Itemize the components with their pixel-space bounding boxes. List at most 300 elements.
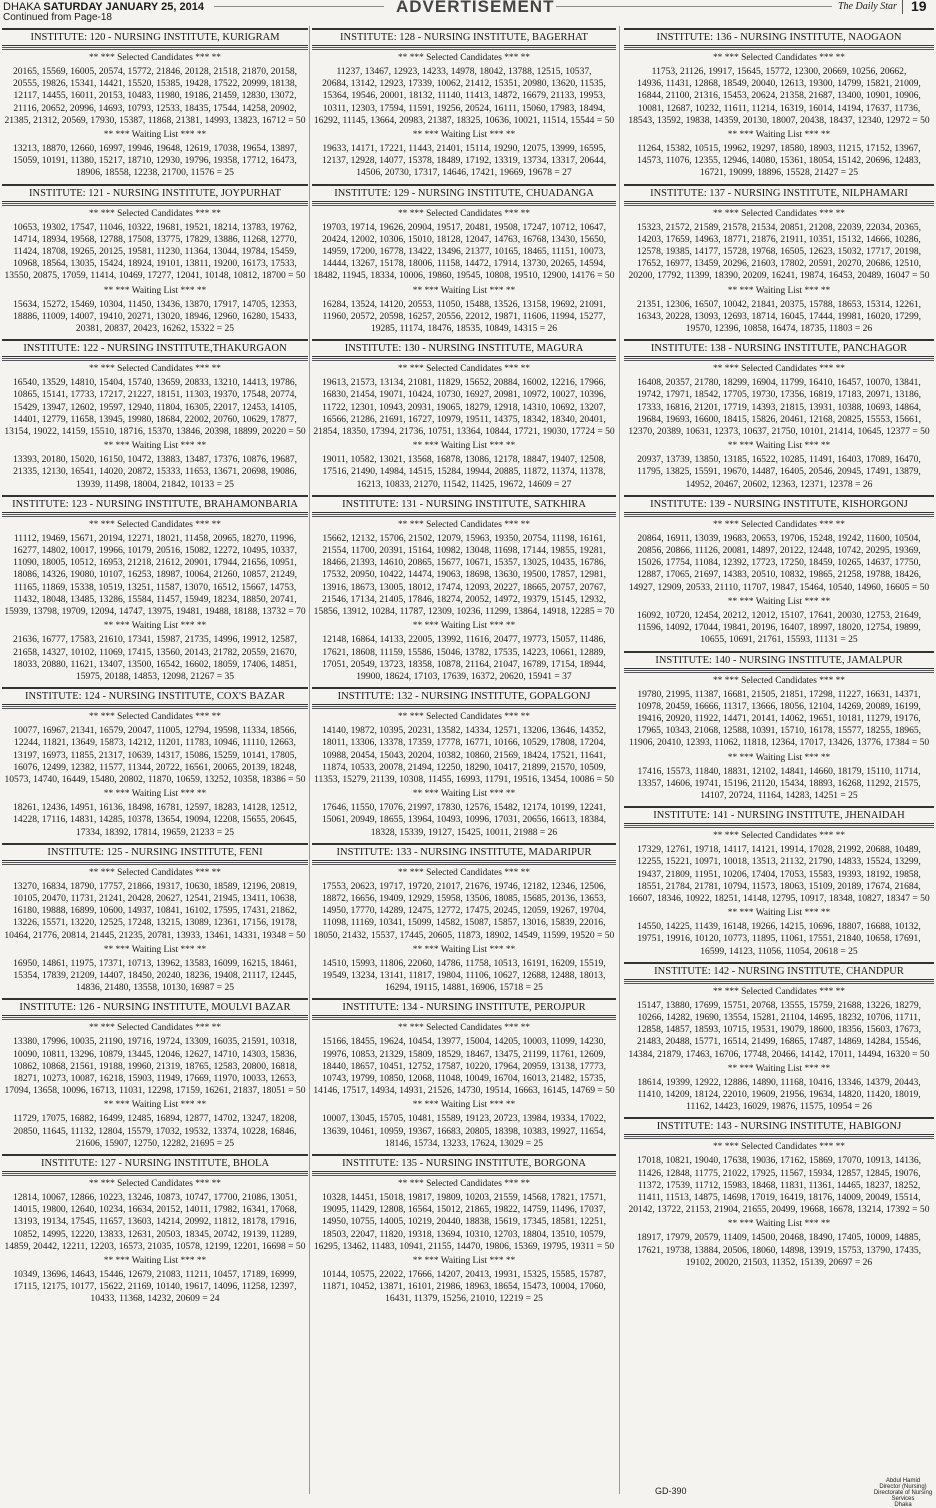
roll-number-line: 10328, 14451, 15018, 19817, 19809, 10203, 21559, 14568, 17821, 17571, <box>321 1191 607 1203</box>
selected-candidates-label: ** *** Selected Candidates *** ** <box>88 208 221 219</box>
roll-number-line: 10865, 15141, 17733, 17217, 21227, 18151, 11303, 19370, 17548, 20774, <box>13 389 297 401</box>
roll-number-line: 18011, 13306, 13378, 17359, 17778, 16771, 10166, 10529, 17808, 17204, <box>322 737 606 749</box>
roll-number-line: 15856, 13912, 10284, 11787, 12309, 10236, 11299, 13864, 14918, 12285 = 70 <box>313 606 615 618</box>
roll-number-line: 13939, 11498, 18004, 21842, 10133 = 25 <box>76 478 234 490</box>
roll-number-line: 21483, 20488, 15771, 16514, 21499, 16865, 17487, 14869, 14284, 15546, <box>636 1036 922 1048</box>
institute-title: INSTITUTE: 125 - NURSING INSTITUTE, FENI <box>2 843 308 861</box>
waiting-list-label: ** *** Waiting List *** ** <box>103 1256 207 1266</box>
date: SATURDAY JANUARY 25, 2014 <box>43 1 204 13</box>
roll-number-line: 11098, 11169, 10341, 15099, 14582, 15087, 15857, 13016, 15839, 22016, <box>322 917 606 929</box>
roll-number-line: 17051, 20549, 13723, 18358, 10878, 21164, 21047, 16789, 17154, 18944, <box>322 658 606 670</box>
roll-number-line: 14927, 12909, 20533, 21110, 11707, 19847, 15464, 10540, 14960, 16605 = 50 <box>628 581 930 593</box>
institute-block <box>312 1154 616 1306</box>
roll-number-line: 20165, 15569, 16005, 20574, 15772, 21846, 20128, 21518, 21870, 20158, <box>12 66 298 77</box>
selected-candidates-list <box>312 66 616 127</box>
roll-number-line: 20555, 19826, 15341, 14421, 15520, 15385, 19428, 17522, 20999, 18138, <box>12 78 298 90</box>
roll-number-line: 13197, 16973, 11855, 21317, 10639, 14317, 15086, 15259, 10141, 17805, <box>13 749 297 761</box>
roll-number-line: 10349, 13696, 14643, 15446, 12679, 21083, 11211, 10457, 17189, 16999, <box>13 1269 297 1280</box>
city: DHAKA <box>3 1 41 13</box>
roll-number-line: 19780, 21995, 11387, 16681, 21505, 21851, 17298, 11227, 16631, 14371, <box>637 688 921 700</box>
roll-number-line: 18917, 17979, 20579, 11409, 14500, 20468, 18490, 17405, 10009, 14885, <box>637 1232 921 1244</box>
selected-candidates-list <box>2 222 308 283</box>
roll-number-line: 10433, 11368, 14232, 20609 = 24 <box>90 1293 220 1305</box>
institute-block <box>312 184 616 336</box>
roll-number-line: 13393, 20180, 15020, 16150, 10472, 13883, 13487, 17376, 10876, 19687, <box>12 454 298 466</box>
institute-block <box>624 339 934 491</box>
roll-number-line: 12137, 12928, 14077, 15378, 18489, 17192, 13319, 13734, 13317, 20644, <box>321 155 607 167</box>
roll-number-line: 18146, 15734, 13233, 17624, 13029 = 25 <box>384 1137 544 1149</box>
waiting-list-label: ** *** Waiting List *** ** <box>103 441 207 452</box>
section-rule <box>312 706 616 709</box>
waiting-list <box>624 454 934 491</box>
waiting-list <box>2 143 308 180</box>
roll-number-line: 16076, 12499, 12382, 11577, 11344, 20722, 16561, 20065, 20139, 18248, <box>13 761 297 773</box>
roll-number-line: 17334, 18392, 17814, 19659, 21233 = 25 <box>75 826 235 838</box>
institute-block <box>312 495 616 683</box>
section-rule <box>2 514 308 517</box>
roll-number-line: 17333, 16816, 21201, 17719, 14393, 21815, 13931, 10388, 10693, 14864, <box>636 401 922 413</box>
signature-city: Dhaka <box>894 1502 912 1508</box>
roll-number-line: 16844, 21100, 21316, 15453, 20624, 21358, 21687, 13400, 10901, 10906, <box>637 90 921 102</box>
institute-title: INSTITUTE: 126 - NURSING INSTITUTE, MOULVI BAZAR <box>2 998 308 1016</box>
roll-number-line: 19684, 19693, 16600, 18415, 15826, 20461, 12168, 20825, 15553, 15661, <box>636 413 922 425</box>
roll-number-line: 17018, 10821, 19040, 17638, 19036, 17162, 15869, 17070, 10913, 14136, <box>636 1155 922 1167</box>
institute-block <box>2 339 308 491</box>
page-header <box>0 0 936 16</box>
selected-candidates-label: ** *** Selected Candidates *** ** <box>88 519 221 530</box>
selected-candidates-list <box>624 377 934 438</box>
roll-number-line: 16284, 13524, 14120, 20553, 11050, 15488, 13526, 13158, 19692, 21091, <box>322 298 606 310</box>
header-rule-right <box>556 6 832 7</box>
section-rule <box>2 47 308 50</box>
selected-candidates-list <box>624 844 934 905</box>
roll-number-line: 19549, 13234, 13141, 11817, 19804, 11106, 10627, 12688, 12488, 18013, <box>322 969 606 981</box>
roll-number-line: 14950, 17770, 14289, 12475, 12772, 17475, 20245, 12059, 19267, 19704, <box>321 905 607 917</box>
roll-number-line: 11906, 20410, 12393, 11062, 11818, 12364, 17017, 13426, 13776, 17384 = 50 <box>628 737 930 749</box>
institute-title: INSTITUTE: 141 - NURSING INSTITUTE, JHENAIDAH <box>624 806 934 824</box>
roll-number-line: 21116, 20652, 20996, 14693, 10793, 12533, 18435, 17544, 14258, 20902, <box>13 102 297 114</box>
section-rule <box>2 203 308 206</box>
roll-number-line: 10007, 13045, 15705, 10481, 15589, 19123, 20723, 13984, 19334, 17022, <box>321 1113 607 1125</box>
selected-candidates-label: ** *** Selected Candidates *** ** <box>712 53 845 63</box>
section-rule <box>624 47 934 50</box>
roll-number-line: 15323, 21572, 21589, 21578, 21534, 20851, 21208, 22039, 22034, 20365, <box>636 221 922 233</box>
roll-number-line: 10144, 10575, 22022, 17666, 14207, 20413, 19931, 15325, 15585, 15787, <box>321 1269 607 1280</box>
roll-number-line: 13226, 15571, 13220, 12525, 17248, 13215, 13089, 12361, 17156, 19178, <box>12 917 298 929</box>
roll-number-line: 19751, 19916, 10120, 10773, 11895, 11061, 17551, 21840, 10658, 17691, <box>637 933 921 945</box>
roll-number-line: 14444, 13267, 15178, 18006, 11158, 14472, 17914, 13730, 20265, 14594, <box>322 258 606 270</box>
roll-number-line: 14228, 17116, 14831, 14285, 10378, 13654, 19094, 12208, 15655, 20645, <box>13 814 297 826</box>
selected-candidates-list <box>2 533 308 618</box>
roll-number-line: 12370, 20389, 10631, 12373, 10637, 21750, 10101, 21414, 10645, 12377 = 50 <box>628 426 930 438</box>
selected-candidates-label: ** *** Selected Candidates *** ** <box>88 1023 221 1034</box>
roll-number-line: 21546, 17134, 21405, 17846, 18274, 20052, 14972, 19379, 15145, 12932, <box>321 593 607 605</box>
selected-candidates-list <box>624 222 934 283</box>
roll-number-line: 10081, 12687, 10232, 11611, 11214, 16319, 16014, 14194, 17637, 11736, <box>637 102 921 114</box>
section-rule <box>624 514 934 517</box>
selected-candidates-list <box>624 1155 934 1216</box>
roll-number-line: 17416, 15573, 11840, 18831, 12102, 14841, 14660, 18179, 15110, 11714, <box>637 765 921 777</box>
waiting-list <box>312 1113 616 1150</box>
column-2 <box>312 24 616 1500</box>
roll-number-line: 18886, 11009, 14007, 19410, 20271, 13020, 18946, 12960, 16280, 15433, <box>13 310 297 322</box>
roll-number-line: 10988, 20454, 15043, 20204, 10382, 10860, 21569, 18424, 17521, 11641, <box>322 749 606 761</box>
selected-candidates-label: ** *** Selected Candidates *** ** <box>712 364 845 375</box>
roll-number-line: 15364, 19546, 20001, 18132, 11140, 11413, 14872, 16679, 21133, 19953, <box>322 90 606 102</box>
institute-title: INSTITUTE: 123 - NURSING INSTITUTE, BRAHAMONBARIA <box>2 495 308 513</box>
section-rule <box>312 203 616 206</box>
roll-number-line: 12858, 14857, 18593, 10715, 19531, 19079, 18600, 18356, 15603, 17673, <box>636 1024 922 1036</box>
waiting-list <box>2 1269 308 1306</box>
roll-number-line: 14952, 20467, 20602, 12363, 12371, 12378 = 26 <box>685 478 873 490</box>
roll-number-line: 14015, 19800, 12640, 10234, 16634, 20152, 14011, 17982, 16341, 17068, <box>13 1204 297 1216</box>
signature-office: Directorate of Nursing Services <box>873 1490 933 1502</box>
section-title: ADVERTISEMENT <box>396 0 555 16</box>
roll-number-line: 20381, 20837, 20423, 16262, 15322 = 25 <box>75 323 235 335</box>
waiting-list <box>312 958 616 995</box>
waiting-list-label: ** *** Waiting List *** ** <box>412 1100 516 1111</box>
institute-block <box>312 998 616 1150</box>
institute-title: INSTITUTE: 135 - NURSING INSTITUTE, BORGONA <box>312 1154 616 1172</box>
roll-number-line: 12814, 10067, 12866, 10223, 13246, 10873, 10747, 17700, 21086, 13051, <box>12 1191 298 1203</box>
institute-block <box>2 184 308 336</box>
roll-number-line: 14140, 19872, 10395, 20231, 13582, 14334, 12571, 13206, 13646, 14352, <box>321 725 607 737</box>
roll-number-line: 17532, 20950, 10422, 14474, 19063, 18698, 13630, 19500, 17857, 12981, <box>321 569 607 581</box>
roll-number-line: 17553, 20623, 19717, 19720, 21017, 21676, 19746, 12182, 12346, 12506, <box>321 880 607 892</box>
roll-number-line: 15975, 20188, 14853, 12098, 21267 = 35 <box>75 670 235 682</box>
roll-number-line: 17965, 10343, 21068, 12588, 10391, 15710, 16178, 15577, 18255, 18965, <box>636 725 922 737</box>
institute-block <box>2 998 308 1150</box>
roll-number-line: 12255, 15221, 10971, 10018, 13513, 21132, 21790, 14833, 15524, 13299, <box>637 856 921 868</box>
selected-candidates-label: ** *** Selected Candidates *** ** <box>397 208 530 219</box>
selected-candidates-list <box>312 881 616 942</box>
roll-number-line: 10862, 10868, 21561, 19188, 19960, 21319, 18765, 12583, 20800, 16818, <box>12 1060 298 1072</box>
roll-number-line: 11753, 21126, 19917, 15645, 15772, 12300, 20669, 10256, 20662, <box>651 66 907 77</box>
roll-number-line: 19416, 20920, 11922, 14471, 20141, 14062, 19651, 10181, 11279, 19176, <box>637 712 921 724</box>
institute-title: INSTITUTE: 132 - NURSING INSTITUTE, GOPALGONJ <box>312 687 616 705</box>
roll-number-line: 16213, 10833, 21270, 11542, 11425, 19672, 14609 = 27 <box>356 478 572 490</box>
roll-number-line: 20937, 13739, 13850, 13185, 16522, 10285, 11491, 16403, 17089, 16470, <box>637 454 921 466</box>
roll-number-line: 14714, 18934, 19568, 12788, 17508, 13775, 17829, 13886, 11268, 12770, <box>13 233 297 245</box>
roll-number-line: 11871, 10452, 13871, 16101, 21986, 18963, 18654, 15473, 10004, 17060, <box>322 1281 606 1293</box>
institute-title: INSTITUTE: 120 - NURSING INSTITUTE, KURIGRAM <box>2 28 308 46</box>
roll-number-line: 19095, 11429, 12808, 16564, 15012, 21865, 19822, 14759, 11496, 17037, <box>322 1204 606 1216</box>
institute-title: INSTITUTE: 133 - NURSING INSTITUTE, MADARIPUR <box>312 843 616 861</box>
waiting-list-label: ** *** Waiting List *** ** <box>412 441 516 452</box>
selected-candidates-label: ** *** Selected Candidates *** ** <box>397 712 530 723</box>
institute-title: INSTITUTE: 124 - NURSING INSTITUTE, COX'S BAZAR <box>2 687 308 705</box>
roll-number-line: 11424, 18708, 19265, 20125, 19581, 11230, 11364, 13044, 19784, 15459, <box>13 246 297 258</box>
institute-block <box>2 1154 308 1306</box>
roll-number-line: 17094, 13658, 10096, 16713, 11031, 12298, 17159, 16261, 21837, 18051 = 50 <box>4 1085 306 1097</box>
waiting-list-label: ** *** Waiting List *** ** <box>727 752 831 763</box>
institute-block <box>624 651 934 803</box>
roll-number-line: 13213, 18870, 12660, 16997, 19946, 19648, 12619, 17038, 19654, 13897, <box>12 143 298 155</box>
roll-number-line: 18033, 20880, 11621, 13407, 13500, 16542, 16602, 18059, 17406, 14851, <box>13 658 297 670</box>
institute-block <box>2 843 308 995</box>
roll-number-line: 17621, 19738, 13884, 20506, 18060, 14898, 13919, 15753, 13790, 17435, <box>636 1244 922 1256</box>
waiting-list-label: ** *** Waiting List *** ** <box>103 944 207 955</box>
waiting-list-label: ** *** Waiting List *** ** <box>412 285 516 296</box>
roll-number-line: 10464, 21776, 20814, 21445, 21235, 20781, 13933, 13461, 14331, 19348 = 50 <box>4 929 306 941</box>
institute-title: INSTITUTE: 140 - NURSING INSTITUTE, JAMALPUR <box>624 651 934 669</box>
waiting-list-label: ** *** Waiting List *** ** <box>412 789 516 800</box>
waiting-list-label: ** *** Waiting List *** ** <box>727 441 831 452</box>
roll-number-line: 21554, 11700, 20391, 15164, 10982, 13048, 11698, 17144, 19855, 19281, <box>322 545 606 557</box>
waiting-list <box>312 802 616 839</box>
section-rule <box>624 1136 934 1139</box>
institute-block <box>2 687 308 839</box>
roll-number-line: 11353, 15279, 21139, 10308, 11455, 16993, 11791, 19516, 13454, 10086 = 50 <box>314 773 614 785</box>
roll-number-line: 15429, 13947, 12602, 19597, 12940, 11804, 16305, 22017, 12453, 14105, <box>13 401 297 413</box>
roll-number-line: 16292, 11145, 13664, 20983, 21387, 18325, 10636, 10021, 11514, 15544 = 50 <box>313 114 615 126</box>
institute-title: INSTITUTE: 130 - NURSING INSTITUTE, MAGURA <box>312 339 616 357</box>
institute-title: INSTITUTE: 131 - NURSING INSTITUTE, SATKHIRA <box>312 495 616 513</box>
selected-candidates-list <box>312 1036 616 1097</box>
section-rule <box>2 358 308 361</box>
roll-number-line: 15059, 10191, 11380, 15217, 18710, 12930, 19796, 19358, 17712, 16473, <box>13 155 297 167</box>
selected-candidates-label: ** *** Selected Candidates *** ** <box>397 519 530 530</box>
roll-number-line: 12148, 16864, 14133, 22005, 13992, 11616, 20477, 19773, 15057, 11486, <box>322 634 606 646</box>
signature-name: Abdul Hamid <box>885 1478 921 1484</box>
waiting-list-label: ** *** Waiting List *** ** <box>412 1256 516 1266</box>
roll-number-line: 11264, 15382, 10515, 19962, 19297, 18580, 18903, 11215, 17152, 13967, <box>637 143 921 155</box>
waiting-list <box>2 958 308 995</box>
waiting-list-label: ** *** Waiting List *** ** <box>103 621 207 632</box>
roll-number-line: 13193, 19134, 17545, 11657, 13603, 14214, 20992, 11812, 18178, 17916, <box>13 1216 297 1228</box>
waiting-list <box>624 921 934 958</box>
selected-candidates-list <box>2 66 308 127</box>
waiting-list-label: ** *** Waiting List *** ** <box>412 944 516 955</box>
roll-number-line: 13550, 20875, 17059, 11414, 10469, 17277, 12041, 10148, 10812, 18700 = 50 <box>4 270 306 282</box>
roll-number-line: 18466, 21393, 14610, 20865, 15677, 10671, 15357, 13025, 10435, 16786, <box>321 557 607 569</box>
institute-block <box>312 28 616 180</box>
waiting-list-label: ** *** Waiting List *** ** <box>103 130 207 141</box>
roll-number-line: 20850, 11645, 11132, 12804, 15579, 17032, 19532, 13374, 10228, 16846, <box>13 1125 297 1137</box>
institute-title: INSTITUTE: 137 - NURSING INSTITUTE, NILPHAMARI <box>624 184 934 202</box>
roll-number-line: 18050, 21432, 15537, 17445, 20605, 11873, 18902, 14549, 11599, 19520 = 50 <box>313 929 615 941</box>
roll-number-line: 10573, 14740, 16449, 15480, 20802, 11870, 10659, 13252, 10358, 18386 = 50 <box>4 773 306 785</box>
page-number: 19 <box>911 0 927 14</box>
institute-block <box>312 339 616 491</box>
roll-number-line: 17115, 12175, 10177, 15622, 21169, 10140, 19617, 14096, 11258, 12397, <box>13 1281 297 1293</box>
masthead: The Daily Star <box>838 1 897 12</box>
roll-number-line: 14959, 17200, 16778, 13422, 13496, 21377, 10165, 18465, 11151, 10073, <box>322 246 606 258</box>
selected-candidates-label: ** *** Selected Candidates *** ** <box>712 208 845 219</box>
roll-number-line: 16092, 10720, 12454, 20212, 12012, 15107, 17641, 20030, 12753, 21649, <box>636 609 922 621</box>
roll-number-line: 19976, 10853, 21329, 15809, 18529, 18467, 13475, 21199, 11761, 12609, <box>322 1048 606 1060</box>
roll-number-line: 14401, 12779, 11658, 13945, 19980, 18684, 22002, 20760, 10629, 17877, <box>13 413 297 425</box>
roll-number-line: 11162, 14423, 16029, 19876, 11575, 10954 = 26 <box>686 1101 872 1113</box>
institute-block <box>2 28 308 180</box>
roll-number-line: 17646, 11550, 17076, 21997, 17830, 12576, 15482, 12174, 10199, 12241, <box>322 802 606 814</box>
roll-number-line: 10266, 14282, 19690, 13554, 15281, 21104, 14695, 18232, 10706, 11711, <box>637 1011 921 1023</box>
roll-number-line: 14510, 15993, 11806, 22060, 14786, 11758, 10513, 16191, 16209, 15519, <box>322 957 606 969</box>
roll-number-line: 18328, 15339, 19127, 15425, 10011, 21988 = 26 <box>370 826 558 838</box>
roll-number-line: 15026, 17754, 11084, 12392, 17723, 17250, 18459, 10265, 14637, 17750, <box>637 557 921 569</box>
roll-number-line: 16599, 14123, 11056, 11054, 20618 = 25 <box>700 945 858 957</box>
waiting-list-label: ** *** Waiting List *** ** <box>727 908 831 919</box>
roll-number-line: 14146, 17517, 14934, 14931, 21526, 14730, 19514, 16663, 16145, 14769 = 50 <box>313 1085 615 1097</box>
selected-candidates-list <box>624 533 934 594</box>
institute-block <box>624 28 934 180</box>
ad-code: GD-390 <box>655 1486 687 1496</box>
roll-number-line: 11432, 18048, 13485, 13286, 15584, 11457, 15949, 18234, 18850, 20741, <box>13 593 297 605</box>
selected-candidates-label: ** *** Selected Candidates *** ** <box>88 712 221 723</box>
roll-number-line: 14107, 20724, 11164, 14283, 14251 = 25 <box>700 789 858 801</box>
roll-number-line: 16830, 21454, 19071, 10424, 10730, 16927, 20981, 10972, 10027, 10396, <box>321 389 607 401</box>
roll-number-line: 16277, 14802, 10017, 19966, 10179, 20516, 15082, 12272, 10495, 10337, <box>12 545 298 557</box>
roll-number-line: 11112, 19469, 15671, 20194, 12271, 18021, 11458, 20965, 18270, 11996, <box>13 532 297 544</box>
roll-number-line: 20856, 20866, 11126, 20081, 14897, 20122, 12448, 10742, 20295, 19369, <box>637 545 921 557</box>
roll-number-line: 16180, 19888, 16899, 10600, 14937, 10841, 16102, 17595, 17431, 21862, <box>12 905 298 917</box>
waiting-list-label: ** *** Waiting List *** ** <box>727 285 831 296</box>
roll-number-line: 13916, 18673, 13005, 18012, 17474, 12093, 20227, 18665, 20757, 20767, <box>321 581 607 593</box>
roll-number-line: 13380, 17996, 10035, 21190, 19716, 19724, 13309, 16035, 21591, 10318, <box>13 1036 297 1048</box>
header-rule-left <box>214 6 384 7</box>
roll-number-line: 10743, 19799, 10850, 12068, 11048, 10049, 16704, 16013, 21482, 15735, <box>322 1072 606 1084</box>
column-3 <box>624 24 934 1500</box>
roll-number-line: 20684, 13142, 12923, 17339, 10062, 21412, 15351, 20980, 13620, 11535, <box>322 78 606 90</box>
roll-number-line: 12244, 11821, 13649, 15873, 14212, 11201, 11783, 10946, 11110, 12663, <box>14 737 296 749</box>
roll-number-line: 11372, 17539, 11712, 15983, 18468, 11831, 11361, 14465, 18237, 18252, <box>637 1179 921 1191</box>
roll-number-line: 14506, 20730, 17317, 14646, 17421, 19669, 19678 = 27 <box>356 167 572 179</box>
waiting-list <box>624 610 934 647</box>
waiting-list-label: ** *** Waiting List *** ** <box>103 789 207 800</box>
section-rule <box>312 1173 616 1176</box>
roll-number-line: 19011, 10582, 13021, 13568, 16878, 13086, 12178, 18847, 19407, 12508, <box>322 454 606 466</box>
institute-title: INSTITUTE: 142 - NURSING INSTITUTE, CHANDPUR <box>624 962 934 980</box>
roll-number-line: 10653, 19302, 17547, 11046, 10322, 19681, 19521, 18214, 13783, 19762, <box>13 221 297 233</box>
selected-candidates-label: ** *** Selected Candidates *** ** <box>712 675 845 686</box>
roll-number-line: 11410, 14209, 18124, 22010, 19609, 21956, 19634, 14820, 11420, 18019, <box>637 1088 921 1100</box>
selected-candidates-list <box>624 66 934 127</box>
roll-number-line: 21335, 12130, 16541, 14020, 20872, 15333, 11653, 13671, 20698, 19086, <box>13 466 297 478</box>
selected-candidates-label: ** *** Selected Candidates *** ** <box>712 831 845 842</box>
roll-number-line: 19613, 21573, 13134, 21081, 11829, 15652, 20884, 16002, 12216, 17966, <box>322 377 606 389</box>
roll-number-line: 15634, 15272, 15469, 10304, 11450, 13436, 13870, 17917, 14705, 12353, <box>13 298 297 310</box>
selected-candidates-list <box>312 725 616 786</box>
selected-candidates-list <box>312 377 616 438</box>
institute-title: INSTITUTE: 134 - NURSING INSTITUTE, PEROJPUR <box>312 998 616 1016</box>
institute-title: INSTITUTE: 122 - NURSING INSTITUTE,THAKURGAON <box>2 339 308 357</box>
roll-number-line: 11960, 20572, 20598, 16257, 20556, 22012, 19871, 11606, 11994, 15277, <box>322 310 606 322</box>
roll-number-line: 10978, 20459, 16666, 11317, 13666, 18056, 12104, 14269, 20089, 16199, <box>637 700 921 712</box>
selected-candidates-label: ** *** Selected Candidates *** ** <box>397 1023 530 1034</box>
roll-number-line: 21385, 21312, 20569, 17930, 15387, 11868, 21381, 14993, 13823, 16712 = 50 <box>4 114 306 126</box>
roll-number-line: 11090, 18005, 10512, 16953, 21218, 21612, 20901, 17944, 21656, 10951, <box>13 557 297 569</box>
institute-block <box>624 962 934 1114</box>
roll-number-line: 16431, 11379, 15256, 21010, 12219 = 25 <box>385 1293 543 1305</box>
roll-number-line: 16950, 14861, 11975, 17371, 10713, 13962, 13583, 16099, 16215, 18461, <box>13 957 297 969</box>
roll-number-line: 18543, 13592, 19838, 14359, 20130, 18007, 20438, 18437, 12340, 12972 = 50 <box>628 114 930 126</box>
institute-block <box>624 806 934 958</box>
section-rule <box>312 514 616 517</box>
roll-number-line: 11411, 11513, 14875, 14698, 17019, 16419, 18176, 14009, 20049, 15514, <box>637 1191 921 1203</box>
waiting-list-label: ** *** Waiting List *** ** <box>103 285 207 296</box>
section-rule <box>312 47 616 50</box>
roll-number-line: 16294, 19115, 14881, 16906, 15718 = 25 <box>385 982 543 994</box>
roll-number-line: 14836, 21480, 13558, 10130, 16987 = 25 <box>75 982 235 994</box>
waiting-list <box>312 143 616 180</box>
roll-number-line: 13639, 10461, 10959, 19367, 16683, 20805, 18398, 10383, 19927, 11654, <box>322 1125 606 1137</box>
roll-number-line: 14550, 14225, 11439, 16148, 19266, 14215, 10696, 18807, 16688, 10132, <box>637 921 921 933</box>
section-rule <box>312 1017 616 1020</box>
roll-number-line: 19742, 17971, 18542, 17705, 19730, 17356, 16819, 17183, 20971, 13186, <box>636 389 922 401</box>
selected-candidates-list <box>2 1192 308 1253</box>
selected-candidates-list <box>2 881 308 942</box>
selected-candidates-list <box>624 689 934 750</box>
signature-block <box>870 1478 936 1508</box>
page-divider <box>902 0 903 14</box>
roll-number-line: 10655, 10691, 21761, 15593, 11131 = 25 <box>700 634 858 646</box>
roll-number-line: 19633, 14171, 17221, 11443, 21401, 15114, 19290, 12075, 13999, 16595, <box>322 143 606 155</box>
roll-number-line: 12887, 17065, 21697, 14383, 20510, 10832, 19865, 21258, 19788, 18426, <box>636 569 922 581</box>
roll-number-line: 13357, 14606, 19741, 15196, 21120, 15434, 18893, 16268, 11292, 21575, <box>637 777 921 789</box>
waiting-list-label: ** *** Waiting List *** ** <box>412 130 516 141</box>
waiting-list-label: ** *** Waiting List *** ** <box>727 1063 831 1074</box>
roll-number-line: 10852, 14995, 12220, 13833, 12631, 20503, 18345, 20742, 19139, 11289, <box>13 1228 297 1240</box>
roll-number-line: 14573, 11076, 12355, 12946, 14080, 15361, 18054, 15142, 20696, 12483, <box>637 155 921 167</box>
roll-number-line: 20200, 17792, 11399, 18390, 20209, 16241, 19874, 16453, 20489, 16047 = 50 <box>628 270 930 282</box>
roll-number-line: 18261, 12436, 14951, 16136, 18498, 16781, 12597, 18283, 14128, 12512, <box>12 802 298 814</box>
section-rule <box>2 1173 308 1176</box>
roll-number-line: 17329, 12761, 19718, 14117, 14121, 19914, 17028, 21992, 20688, 10489, <box>637 844 921 856</box>
roll-number-line: 11722, 12301, 10943, 20931, 19065, 18279, 12918, 14310, 10692, 13207, <box>322 401 606 413</box>
institute-title: INSTITUTE: 127 - NURSING INSTITUTE, BHOLA <box>2 1154 308 1172</box>
roll-number-line: 20864, 16911, 13039, 19683, 20653, 19706, 15248, 19242, 11600, 10504, <box>637 532 921 544</box>
selected-candidates-label: ** *** Selected Candidates *** ** <box>88 1178 221 1189</box>
roll-number-line: 15662, 12132, 15706, 21502, 12079, 15963, 19350, 20754, 11198, 16161, <box>322 532 606 544</box>
waiting-list <box>624 1077 934 1114</box>
waiting-list <box>2 1113 308 1150</box>
roll-number-line: 19437, 21809, 11951, 10206, 17404, 17053, 15583, 19393, 18192, 19858, <box>637 868 921 880</box>
roll-number-line: 21636, 16777, 17583, 21610, 17341, 15987, 21735, 14996, 19912, 12587, <box>12 634 298 646</box>
institute-title: INSTITUTE: 128 - NURSING INSTITUTE, BAGERHAT <box>312 28 616 46</box>
institute-block <box>624 184 934 336</box>
column-rule <box>309 26 310 1494</box>
roll-number-line: 18614, 19399, 12922, 12886, 14890, 11168, 10416, 13346, 14379, 20443, <box>637 1076 921 1088</box>
institute-title: INSTITUTE: 129 - NURSING INSTITUTE, CHUADANGA <box>312 184 616 202</box>
institute-block <box>624 495 934 647</box>
institute-title: INSTITUTE: 121 - NURSING INSTITUTE, JOYPURHAT <box>2 184 308 202</box>
roll-number-line: 14936, 11431, 12868, 18549, 20040, 12613, 19300, 14799, 15821, 21009, <box>637 78 921 90</box>
selected-candidates-list <box>2 1036 308 1097</box>
roll-number-line: 19900, 18624, 17103, 17639, 16372, 20620, 15941 = 37 <box>356 670 572 682</box>
waiting-list-label: ** *** Waiting List *** ** <box>727 596 831 607</box>
waiting-list-label: ** *** Waiting List *** ** <box>727 1219 831 1230</box>
roll-number-line: 14384, 21879, 17463, 16706, 17748, 20466, 14142, 17011, 14494, 16320 = 50 <box>628 1048 930 1060</box>
roll-number-line: 17516, 21490, 14984, 14515, 15284, 19944, 20885, 11872, 11374, 11378, <box>322 466 606 478</box>
roll-number-line: 20142, 13722, 21153, 21904, 21655, 20499, 19668, 16678, 13214, 17392 = 50 <box>628 1204 930 1216</box>
institute-title: INSTITUTE: 138 - NURSING INSTITUTE, PANCHAGOR <box>624 339 934 357</box>
section-rule <box>312 862 616 865</box>
roll-number-line: 16408, 20357, 21780, 18299, 16904, 11799, 16410, 16457, 10070, 13841, <box>637 377 921 389</box>
roll-number-line: 11874, 10533, 20078, 21494, 12250, 18290, 10417, 21899, 21570, 10509, <box>322 761 606 773</box>
roll-number-line: 12578, 19385, 14177, 15728, 19768, 16505, 12623, 15032, 17717, 20198, <box>636 246 922 258</box>
roll-number-line: 11426, 12848, 11775, 21022, 17925, 11567, 15934, 12857, 12845, 19076, <box>637 1167 921 1179</box>
selected-candidates-label: ** *** Selected Candidates *** ** <box>712 986 845 997</box>
roll-number-line: 16607, 18346, 10922, 18251, 14148, 12795, 10917, 18348, 10827, 18347 = 50 <box>628 892 930 904</box>
institute-block <box>312 843 616 995</box>
roll-number-line: 18440, 18657, 10451, 12752, 17587, 10220, 17964, 20959, 13138, 17773, <box>321 1060 607 1072</box>
institute-block <box>2 495 308 683</box>
section-rule <box>624 670 934 673</box>
institute-title: INSTITUTE: 143 - NURSING INSTITUTE, HABIGONJ <box>624 1117 934 1135</box>
roll-number-line: 17621, 18608, 11159, 15586, 15046, 13782, 17535, 14223, 10661, 12889, <box>322 646 606 658</box>
waiting-list <box>312 634 616 683</box>
roll-number-line: 18086, 14326, 19080, 10107, 16253, 18987, 10064, 21260, 10857, 21249, <box>12 569 298 581</box>
